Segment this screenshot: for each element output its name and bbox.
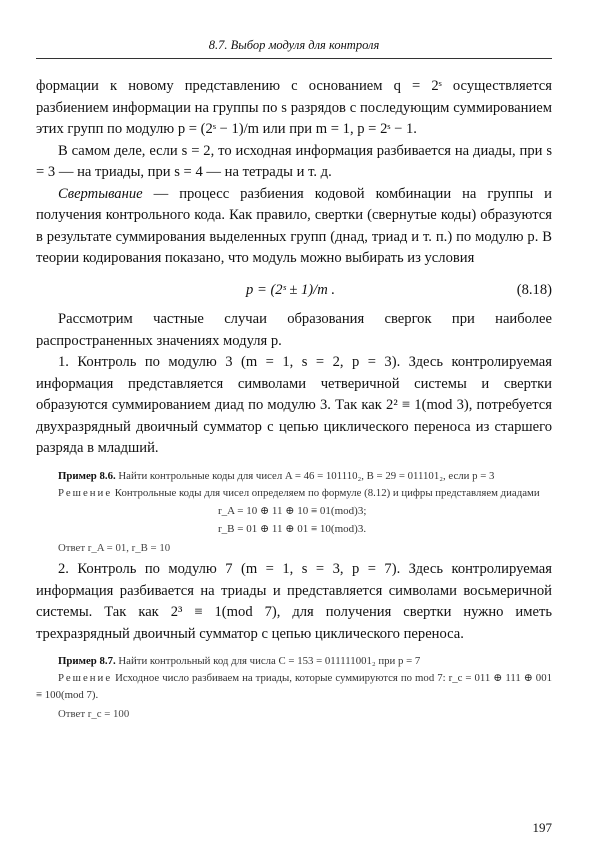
equation-formula: p = (2ˢ ± 1)/m .: [246, 281, 336, 298]
example-8-7-text: Найти контрольный код для числа C = 153 = 011111001₂ при p = 7: [115, 655, 421, 667]
solution-label: Решение: [58, 486, 113, 499]
example-8-6-answer: Ответ r_A = 01, r_B = 10: [58, 541, 171, 554]
solution-label: Решение: [58, 672, 113, 684]
solution-text: Исходное число разбиваем на триады, которые суммируются по mod 7: r_c = 011 ⊕ 111 ⊕ 001 ≡ 100(mod 7).: [36, 672, 552, 701]
paragraph-continuation: формации к новому представлению с основанием q = 2ˢ осуществляется разбиением информации на группы по s разрядов с последующим суммированием этих групп по модулю p = (2ˢ − 1)/m или при m = 1, p = 2ˢ − 1.: [36, 78, 552, 137]
page-number: 197: [532, 820, 552, 835]
example-8-6-solution: [36, 485, 552, 502]
calc-line-b: r_B = 01 ⊕ 11 ⊕ 01 ≡ 10(mod)3.: [218, 522, 367, 535]
term-svertyvanie: Свертывание: [58, 185, 143, 202]
example-8-6-title: Пример 8.6.: [58, 469, 116, 482]
paragraph-svertyvanie: [36, 184, 552, 270]
page-body: [36, 76, 552, 726]
paragraph-svertyvanie-text: — процесс разбиения кодовой комбинации на группы и получения контрольного кода. Как правило, свертки (свернутые коды) образуются в результате суммирования выделенных групп (днад, триад и т. п.) по модулю p. В теории кодирования показано, что модуль можно выбирать из условия: [36, 185, 552, 266]
paragraph-grouping: В самом деле, если s = 2, то исходная информация разбивается на диады, при s = 3 — на триады, при s = 4 — на тетрады и т. д.: [36, 142, 552, 180]
solution-text: Контрольные коды для чисел определяем по формуле (8.12) и цифры представляем диадами: [112, 486, 540, 499]
example-8-6: [36, 468, 552, 485]
example-8-7: [36, 653, 552, 670]
calc-line-a: r_A = 10 ⊕ 11 ⊕ 10 ≡ 01(mod)3;: [218, 504, 367, 517]
example-8-7-answer: Ответ r_c = 100: [58, 708, 130, 720]
paragraph-mod7: 2. Контроль по модулю 7 (m = 1, s = 3, p = 7). Здесь контролируемая информация разбивается на триады и представляется символами восьмеричной системы. Так как 2³ ≡ 1(mod 7), для получения свертки нужно иметь трехразрядный двоичный сумматор с цепью циклического переноса.: [36, 561, 552, 642]
example-8-7-solution: [36, 670, 552, 704]
paragraph-special-cases: Рассмотрим частные случаи образования свергок при наиболее распространенных значениях модуля p.: [36, 311, 552, 349]
running-header: 8.7. Выбор модуля для контроля: [208, 38, 380, 52]
equation-8-18: [36, 280, 552, 302]
equation-number: (8.18): [516, 281, 552, 298]
header-rule: [36, 58, 552, 59]
example-8-6-text: Найти контрольные коды для чисел A = 46 = 101110₂, B = 29 = 011101₂, если p = 3: [115, 469, 495, 482]
example-8-7-title: Пример 8.7.: [58, 655, 116, 667]
paragraph-mod3: 1. Контроль по модулю 3 (m = 1, s = 2, p = 3). Здесь контролируемая информация представляется символами четверичной системы и свертки образуются суммированием диад по модулю 3. Так как 2² ≡ 1(mod 3), потребуется двухразрядный двоичный сумматор с цепью циклического переноса из старшего разряда в младший.: [36, 354, 552, 456]
